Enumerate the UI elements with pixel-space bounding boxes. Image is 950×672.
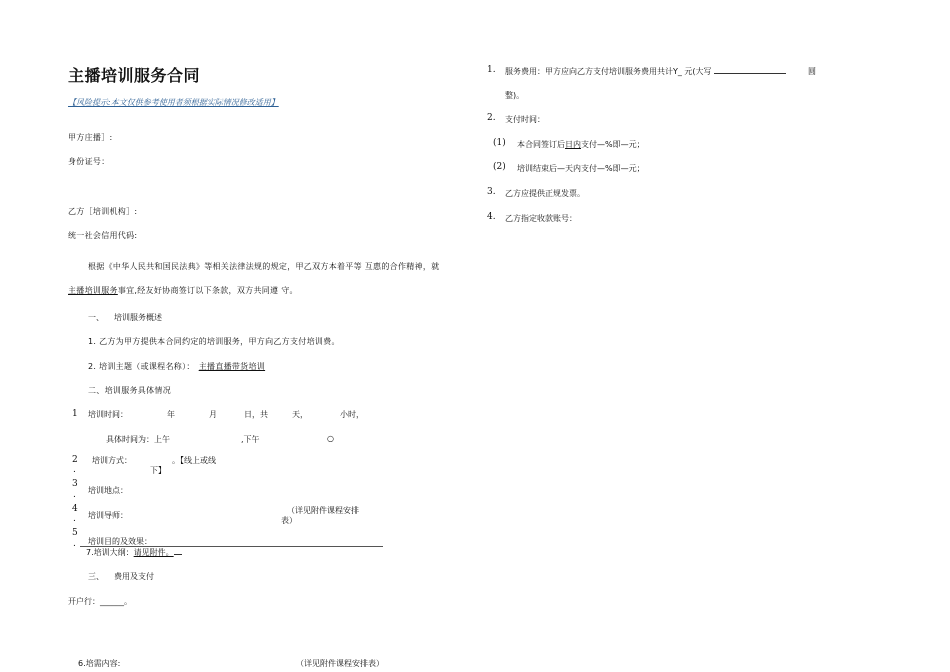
training-goal-label: 培训目的及效果： [88, 537, 152, 546]
account-item-text: 乙方指定收款账号： [505, 214, 577, 223]
payment-sub-1-b: 支付—%即—元； [581, 140, 645, 149]
fee-item-text [505, 67, 786, 77]
training-method-options: 。【线上或线 [172, 456, 216, 465]
row-number-4: 4 [72, 504, 78, 514]
payment-sub-1-a: 本合同签订后 [517, 140, 565, 149]
training-time-day: 日，共 [244, 410, 268, 419]
account-item-number: 4. [487, 212, 496, 222]
row-dot-3: . [73, 490, 76, 500]
item-7 [86, 548, 182, 558]
training-time-year: 年 [167, 410, 175, 419]
bank-end: 。 [124, 597, 132, 606]
payment-sub-1-text [517, 140, 645, 150]
party-b-label: 乙方［培训机构］: [68, 207, 138, 216]
preamble-service-name: 主播培训服务 [68, 286, 118, 295]
training-location-label: 培训地点： [88, 486, 128, 495]
mentor-note-line-1: （详见附件课程安排 [287, 506, 359, 515]
item-7-label: 7.培训大纲： [86, 548, 134, 557]
training-method-label: 培训方式： [92, 456, 132, 465]
item-7-blank [174, 554, 182, 555]
payment-time-number: 2. [487, 113, 496, 123]
training-time-label: 培训时间： [88, 410, 128, 419]
section-2-title: 二、培训服务具体情况 [88, 386, 171, 395]
row-number-1: 1 [72, 409, 78, 419]
item-1: 1. 乙方为甲方提供本合同约定的培训服务，甲方向乙方支付培训费。 [88, 337, 340, 346]
row-number-2: 2 [72, 455, 78, 465]
fee-item-end: 圆 [808, 67, 816, 76]
document-title: 主播培训服务合同 [68, 66, 201, 85]
fee-item-number: 1. [487, 65, 496, 75]
bank-blank: ______ [100, 597, 124, 606]
preamble-rest: 事宜,经友好协商签订以下条款，双方共同遵 守。 [117, 286, 298, 295]
row-dot-5: . [73, 539, 76, 549]
row-number-3: 3 [72, 479, 78, 489]
payment-sub-1-days: 日内 [565, 140, 581, 149]
mentor-note-line-2: 表） [281, 516, 297, 525]
item-6-note: （详见附件课程安排表） [296, 659, 384, 668]
payment-sub-2-number: (2) [493, 162, 506, 172]
payment-sub-1-number: (1) [493, 138, 506, 148]
bank-line [68, 597, 132, 607]
credit-code-label: 统一社会信用代码: [68, 231, 138, 240]
row-number-5: 5 [72, 528, 78, 538]
training-time-month: 月 [209, 410, 217, 419]
payment-sub-2-text: 培训结束后—天内支付—%即—元； [517, 164, 645, 173]
payment-time-label: 支付时间： [505, 115, 545, 124]
row-dot-4: . [73, 514, 76, 524]
section-3-number: 三、 [88, 572, 104, 581]
fee-amount-blank [714, 73, 786, 74]
section-1-number: 一、 [88, 313, 104, 322]
training-time-days: 天， [292, 410, 308, 419]
id-card-label: 身份证号： [68, 157, 110, 166]
section-3-title: 费用及支付 [114, 572, 154, 581]
invoice-item-text: 乙方应提供正规发票。 [505, 189, 585, 198]
specific-time-pm: ,下午 [241, 435, 260, 444]
preamble-line-1: 根据《中华人民共和国民法典》等相关法律法规的规定，甲乙双方本着平等 互惠的合作精神，就 [88, 262, 440, 271]
training-mentor-label: 培训导师： [88, 511, 128, 520]
training-method-options-cont: 下】 [150, 466, 166, 475]
fee-item-label: 服务费用：甲方应向乙方支付培训服务费用共计Y_ 元(大写 [505, 67, 712, 76]
training-time-hours: 小时， [340, 410, 364, 419]
circle-mark: ○ [327, 434, 334, 443]
row-dot-2: . [73, 465, 76, 475]
item-7-value: 请见附件。 [133, 548, 174, 557]
specific-time-am: 具体时间为：上午 [106, 435, 170, 444]
item-2 [88, 362, 265, 372]
item-2-label: 2. 培训主题（或课程名称）： [88, 362, 195, 371]
party-a-label: 甲方庄播］: [68, 133, 113, 142]
bank-label: 开户行： [68, 597, 100, 606]
preamble-line-2 [68, 286, 298, 296]
item-6-label: 6.培需内容: [78, 659, 121, 668]
invoice-item-number: 3. [487, 187, 496, 197]
section-1-title: 培训服务概述 [114, 313, 162, 322]
goal-underline [80, 546, 383, 547]
item-2-value: 主播直播带货培训 [198, 362, 266, 371]
fee-item-cont: 整)。 [505, 91, 525, 100]
risk-notice: 【风险提示:本文仅供参考使用者须根据实际情况修改适用】 [68, 98, 279, 107]
